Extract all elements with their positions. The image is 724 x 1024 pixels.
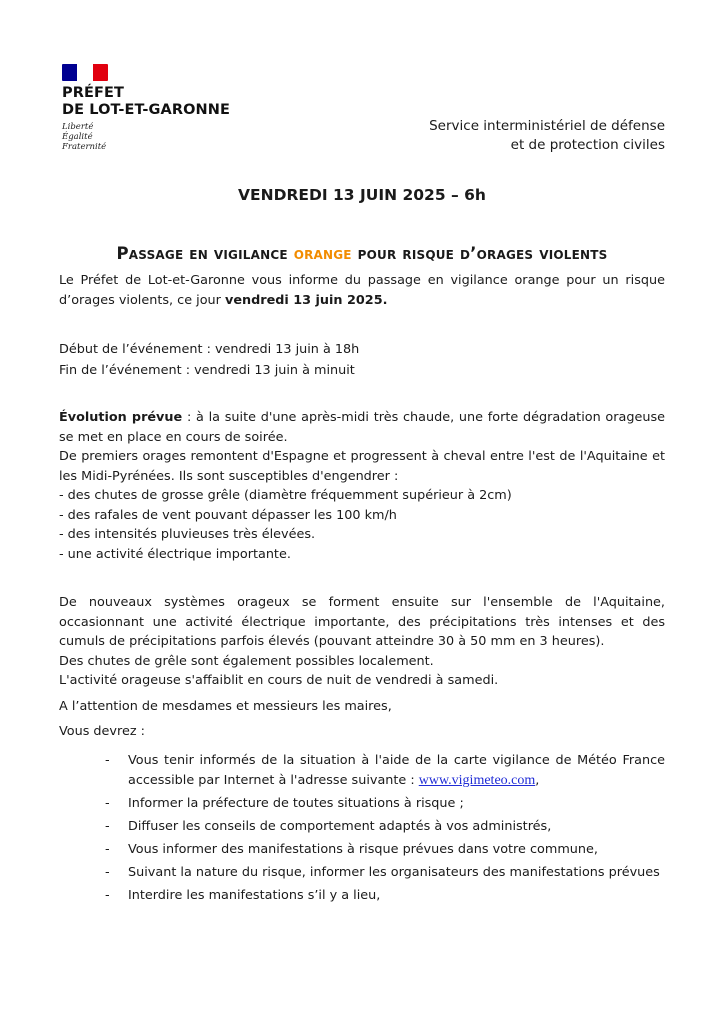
document-date: VENDREDI 13 JUIN 2025 – 6h bbox=[238, 186, 486, 204]
list-item-text: Diffuser les conseils de comportement adaptés à vos administrés, bbox=[128, 818, 552, 834]
list-item-text: Suivant la nature du risque, informer les organisateurs des manifestations prévues bbox=[128, 864, 660, 880]
list-item bbox=[105, 794, 665, 814]
list-dash: - bbox=[105, 864, 110, 880]
list-item-text: Interdire les manifestations s’il y a lieu, bbox=[128, 887, 381, 903]
list-item-text: Vous tenir informés de la situation à l'aide de la carte vigilance de Météo France accessible par Internet à l'adresse suivante : bbox=[128, 753, 665, 788]
service-line-2: et de protection civiles bbox=[510, 137, 665, 153]
vigimeteo-link[interactable]: www.vigimeteo.com bbox=[418, 772, 536, 788]
list-dash: - bbox=[105, 841, 110, 857]
nouveaux-paragraph-1: De nouveaux systèmes orageux se forment ensuite sur l'ensemble de l'Aquitaine, occasionnant une activité électrique importante, des précipitations très intenses et des cumuls de précipitations parfois élevés (pouvant atteindre 30 à 50 mm en 3 heures). bbox=[59, 595, 665, 649]
evolution-label: Évolution prévue bbox=[59, 410, 183, 425]
vous-devrez: Vous devrez : bbox=[59, 724, 145, 739]
list-dash: - bbox=[105, 753, 110, 768]
service-line-1: Service interministériel de défense bbox=[429, 118, 665, 134]
nouveaux-section bbox=[59, 593, 665, 691]
prefecture-logo bbox=[62, 64, 230, 152]
evolution-line-2: De premiers orages remontent d'Espagne et progressent à cheval entre l'est de l'Aquitaine et les Midi-Pyrénées. Ils sont susceptibles d'engendrer : bbox=[59, 449, 665, 484]
list-item bbox=[105, 863, 665, 883]
intro-bold-date: vendredi 13 juin 2025. bbox=[224, 292, 388, 308]
tricolor-flag-icon bbox=[62, 64, 108, 81]
nouveaux-paragraph-3: L'activité orageuse s'affaiblit en cours de nuit de vendredi à samedi. bbox=[59, 673, 499, 688]
evolution-item: - une activité électrique importante. bbox=[59, 546, 291, 562]
evolution-item: - des rafales de vent pouvant dépasser les 100 km/h bbox=[59, 507, 397, 523]
title-part-2: pour risque d’orages violents bbox=[351, 244, 608, 263]
list-dash: - bbox=[105, 795, 110, 811]
org-line-1: PRÉFET bbox=[62, 85, 124, 101]
list-item bbox=[105, 751, 665, 790]
list-item bbox=[105, 886, 665, 906]
list-item-text: Vous informer des manifestations à risque prévues dans votre commune, bbox=[128, 841, 598, 857]
list-item-punct: , bbox=[535, 772, 540, 788]
event-end: Fin de l’événement : vendredi 13 juin à minuit bbox=[59, 363, 355, 378]
org-line-2: DE LOT-ET-GARONNE bbox=[62, 102, 230, 118]
event-start: Début de l’événement : vendredi 13 juin à 18h bbox=[59, 342, 360, 357]
prefecture-name bbox=[62, 85, 230, 119]
evolution-text: : à la suite d'une après-midi très chaude, une forte dégradation orageuse se met en place en cours de soirée. bbox=[59, 410, 666, 445]
list-item bbox=[105, 817, 665, 837]
attention-line: A l’attention de mesdames et messieurs les maires, bbox=[59, 699, 392, 714]
evolution-item: - des intensités pluvieuses très élevées. bbox=[59, 527, 316, 542]
devise-liberte: Liberté bbox=[62, 122, 94, 132]
intro-text: Le Préfet de Lot-et-Garonne vous informe du passage en vigilance orange pour un risque d’orages violents, ce jour bbox=[59, 273, 665, 308]
list-dash: - bbox=[105, 818, 110, 834]
actions-list bbox=[105, 751, 665, 909]
devise-fraternite: Fraternité bbox=[62, 142, 107, 152]
service-name bbox=[429, 117, 665, 155]
devise-egalite: Égalité bbox=[62, 132, 93, 142]
list-item-text: Informer la préfecture de toutes situations à risque ; bbox=[128, 795, 464, 811]
title-part-1: Passage en vigilance bbox=[116, 244, 294, 263]
nouveaux-paragraph-2: Des chutes de grêle sont également possibles localement. bbox=[59, 653, 434, 669]
intro-paragraph bbox=[59, 271, 665, 310]
document-title bbox=[0, 244, 724, 263]
evolution-item: - des chutes de grosse grêle (diamètre fréquemment supérieur à 2cm) bbox=[59, 488, 512, 503]
list-dash: - bbox=[105, 887, 110, 903]
evolution-section bbox=[59, 408, 665, 564]
devise bbox=[62, 122, 230, 152]
evolution-paragraph bbox=[59, 408, 665, 447]
title-highlight: orange bbox=[293, 244, 352, 263]
list-item bbox=[105, 840, 665, 860]
